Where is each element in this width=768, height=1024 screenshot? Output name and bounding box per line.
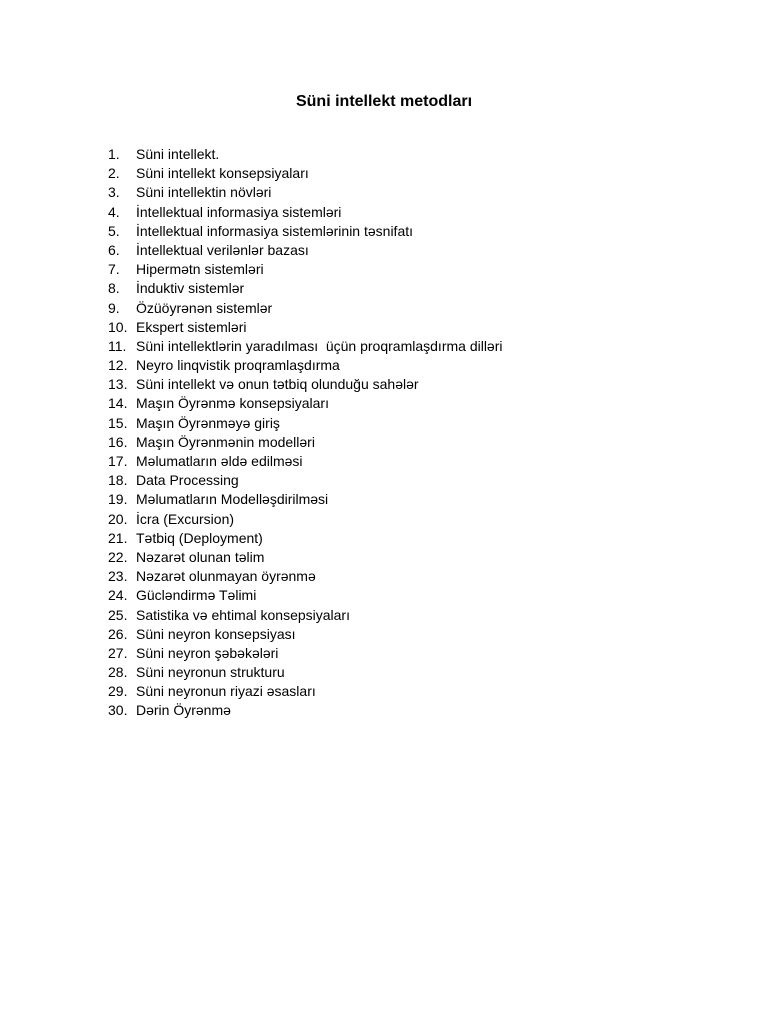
list-item [108, 241, 503, 260]
list-item-text: Süni neyronun strukturu [136, 664, 285, 681]
list-item [108, 625, 503, 644]
list-item-text: Süni neyronun riyazi əsasları [136, 683, 316, 700]
list-item-number: 6. [108, 241, 120, 258]
list-item-number: 8. [108, 280, 120, 297]
list-item-text: İntellektual verilənlər bazası [136, 241, 309, 258]
list-item-text: İcra (Excursion) [136, 510, 235, 527]
list-item-number: 16. [108, 433, 128, 450]
list-item [108, 203, 503, 222]
list-item-number: 20. [108, 510, 128, 527]
list-item [108, 318, 503, 337]
list-item-text: Özüöyrənən sistemlər [136, 299, 273, 316]
list-item [108, 433, 503, 452]
list-item-number: 10. [108, 318, 128, 335]
list-item-number: 7. [108, 261, 120, 278]
list-item-text: Süni intellekt və onun tətbiq olunduğu sahələr [136, 376, 419, 393]
list-item-text: İntellektual informasiya sistemlərinin təsnifatı [136, 222, 414, 239]
list-item [108, 414, 503, 433]
list-item [108, 375, 503, 394]
list-item-text: Data Processing [136, 472, 239, 489]
list-item-number: 13. [108, 376, 128, 393]
list-item [108, 644, 503, 663]
list-item [108, 567, 503, 586]
list-item [108, 663, 503, 682]
list-item-text: Maşın Öyrənməyə giriş [136, 414, 280, 431]
list-item-text: Gücləndirmə Təlimi [136, 587, 257, 604]
list-item-text: Məlumatların Modelləşdirilməsi [136, 491, 329, 508]
list-item-number: 28. [108, 664, 128, 681]
list-item [108, 682, 503, 701]
list-item-number: 21. [108, 529, 128, 546]
list-item-number: 11. [108, 337, 127, 354]
list-item-text: Nəzarət olunan təlim [136, 548, 265, 565]
list-item-text: Süni intellekt. [136, 146, 220, 162]
list-item-text: Nəzarət olunmayan öyrənmə [136, 568, 316, 585]
list-item [108, 394, 503, 413]
list-item-text: Maşın Öyrənmə konsepsiyaları [136, 395, 329, 412]
list-item-text: Dərin Öyrənmə [136, 702, 231, 719]
list-item [108, 164, 503, 183]
list-item-text: Süni neyron şəbəkələri [136, 644, 279, 661]
list-item-number: 9. [108, 299, 120, 316]
list-item-text: İntellektual informasiya sistemləri [136, 203, 342, 220]
list-item [108, 299, 503, 318]
list-item-number: 4. [108, 203, 120, 220]
list-item-number: 22. [108, 548, 128, 565]
list-item-number: 5. [108, 222, 120, 239]
list-item-text: Süni intellektlərin yaradılması üçün proqramlaşdırma dilləri [136, 337, 503, 354]
list-item-text: Maşın Öyrənmənin modelləri [136, 433, 315, 450]
list-item-number: 18. [108, 472, 128, 489]
list-item [108, 471, 503, 490]
list-item-text: İnduktiv sistemlər [136, 280, 245, 297]
list-item-number: 15. [108, 414, 128, 431]
list-item-number: 27. [108, 644, 128, 661]
list-item [108, 606, 503, 625]
list-item-text: Süni intellekt konsepsiyaları [136, 165, 309, 182]
list-item [108, 452, 503, 471]
list-item [108, 356, 503, 375]
list-item [108, 222, 503, 241]
list-item [108, 183, 503, 202]
list-item-number: 26. [108, 625, 128, 642]
list-item-number: 24. [108, 587, 128, 604]
topic-list [108, 145, 503, 721]
list-item [108, 260, 503, 279]
list-item-number: 17. [108, 453, 128, 469]
list-item-number: 1. [108, 146, 120, 162]
list-item-number: 14. [108, 395, 128, 412]
list-item-number: 12. [108, 357, 128, 374]
list-item [108, 701, 503, 720]
list-item [108, 279, 503, 298]
list-item-text: Satistika və ehtimal konsepsiyaları [136, 606, 350, 623]
list-item-text: Hipermətn sistemləri [136, 261, 264, 278]
list-item [108, 490, 503, 509]
list-item [108, 548, 503, 567]
document-title: Süni intellekt metodları [295, 93, 473, 110]
list-item-number: 29. [108, 683, 128, 700]
list-item [108, 145, 503, 164]
list-item [108, 529, 503, 548]
list-item-text: Süni intellektin növləri [136, 184, 272, 201]
list-item-text: Ekspert sistemləri [136, 318, 247, 335]
list-item-text: Məlumatların əldə edilməsi [136, 453, 303, 469]
list-item [108, 337, 503, 356]
list-item [108, 586, 503, 605]
list-item-number: 2. [108, 165, 120, 182]
list-item-number: 23. [108, 568, 128, 585]
list-item-number: 19. [108, 491, 128, 508]
list-item-text: Süni neyron konsepsiyası [136, 625, 296, 642]
list-item-text: Tətbiq (Deployment) [136, 529, 263, 546]
list-item-number: 3. [108, 184, 120, 201]
list-item-number: 25. [108, 606, 128, 623]
list-item-text: Neyro linqvistik proqramlaşdırma [136, 357, 340, 374]
list-item [108, 510, 503, 529]
list-item-number: 30. [108, 702, 128, 719]
